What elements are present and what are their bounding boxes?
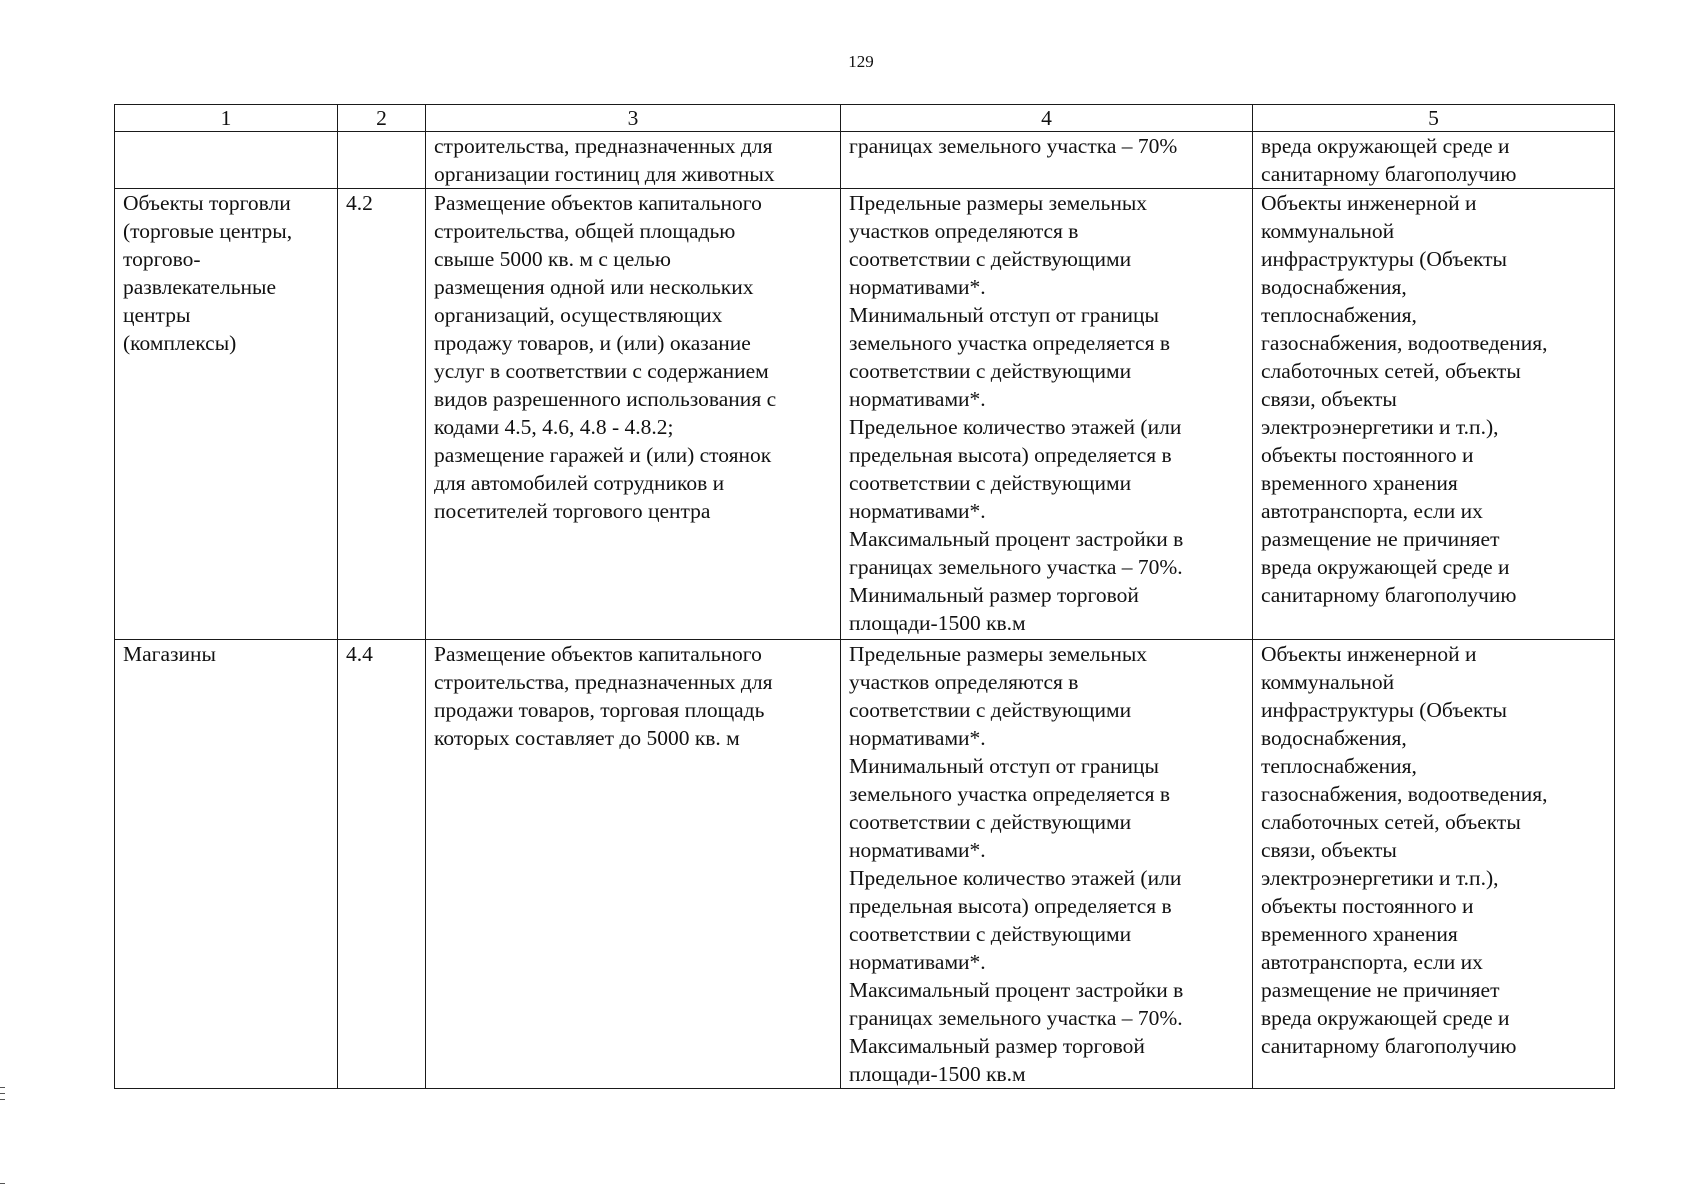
scan-margin-mark	[0, 1099, 5, 1100]
table-row-trade-objects	[115, 189, 1615, 640]
use-type-description: Размещение объектов капитального строительства, предназначенных для продажи товаров, торговая площадь которых составляет до 5000 кв. м	[426, 640, 841, 1089]
use-type-code	[338, 132, 426, 189]
column-number-5: 5	[1253, 105, 1615, 132]
table-row-continued	[115, 132, 1615, 189]
scan-margin-mark	[0, 1183, 5, 1184]
use-type-name: Магазины	[115, 640, 338, 1089]
column-number-3: 3	[426, 105, 841, 132]
auxiliary-uses: Объекты инженерной и коммунальной инфраструктуры (Объекты водоснабжения, теплоснабжения, газоснабжения, водоотведения, слаботочных сетей, объекты связи, объекты электроэнергетики и т.п.), объекты постоянного и временного хранения автотранспорта, если их размещение не причиняет вреда окружающей среде и санитарному благополучию	[1253, 640, 1615, 1089]
land-use-regulations-table	[114, 104, 1615, 1089]
column-number-row	[115, 105, 1615, 132]
use-type-code: 4.2	[338, 189, 426, 640]
use-type-parameters: границах земельного участка – 70%	[841, 132, 1253, 189]
use-type-code: 4.4	[338, 640, 426, 1089]
column-number-1: 1	[115, 105, 338, 132]
use-type-description: строительства, предназначенных для организации гостиниц для животных	[426, 132, 841, 189]
page-number: 129	[848, 52, 874, 71]
scan-margin-mark	[0, 1087, 5, 1088]
table-row-shops	[115, 640, 1615, 1089]
use-type-name	[115, 132, 338, 189]
auxiliary-uses: вреда окружающей среде и санитарному благополучию	[1253, 132, 1615, 189]
auxiliary-uses: Объекты инженерной и коммунальной инфраструктуры (Объекты водоснабжения, теплоснабжения, газоснабжения, водоотведения, слаботочных сетей, объекты связи, объекты электроэнергетики и т.п.), объекты постоянного и временного хранения автотранспорта, если их размещение не причиняет вреда окружающей среде и санитарному благополучию	[1253, 189, 1615, 640]
use-type-parameters: Предельные размеры земельных участков определяются в соответствии с действующими нормативами*. Минимальный отступ от границы земельного участка определяется в соответствии с действующими нормативами*. Предельное количество этажей (или предельная высота) определяется в соответствии с действующими нормативами*. Максимальный процент застройки в границах земельного участка – 70%. Минимальный размер торговой площади-1500 кв.м	[841, 189, 1253, 640]
column-number-4: 4	[841, 105, 1253, 132]
use-type-description: Размещение объектов капитального строительства, общей площадью свыше 5000 кв. м с целью размещения одной или нескольких организаций, осуществляющих продажу товаров, и (или) оказание услуг в соответствии с содержанием видов разрешенного использования с кодами 4.5, 4.6, 4.8 - 4.8.2; размещение гаражей и (или) стоянок для автомобилей сотрудников и посетителей торгового центра	[426, 189, 841, 640]
use-type-name: Объекты торговли (торговые центры, торгово- развлекательные центры (комплексы)	[115, 189, 338, 640]
use-type-parameters: Предельные размеры земельных участков определяются в соответствии с действующими нормативами*. Минимальный отступ от границы земельного участка определяется в соответствии с действующими нормативами*. Предельное количество этажей (или предельная высота) определяется в соответствии с действующими нормативами*. Максимальный процент застройки в границах земельного участка – 70%. Максимальный размер торговой площади-1500 кв.м	[841, 640, 1253, 1089]
scan-margin-mark	[0, 1093, 5, 1094]
column-number-2: 2	[338, 105, 426, 132]
